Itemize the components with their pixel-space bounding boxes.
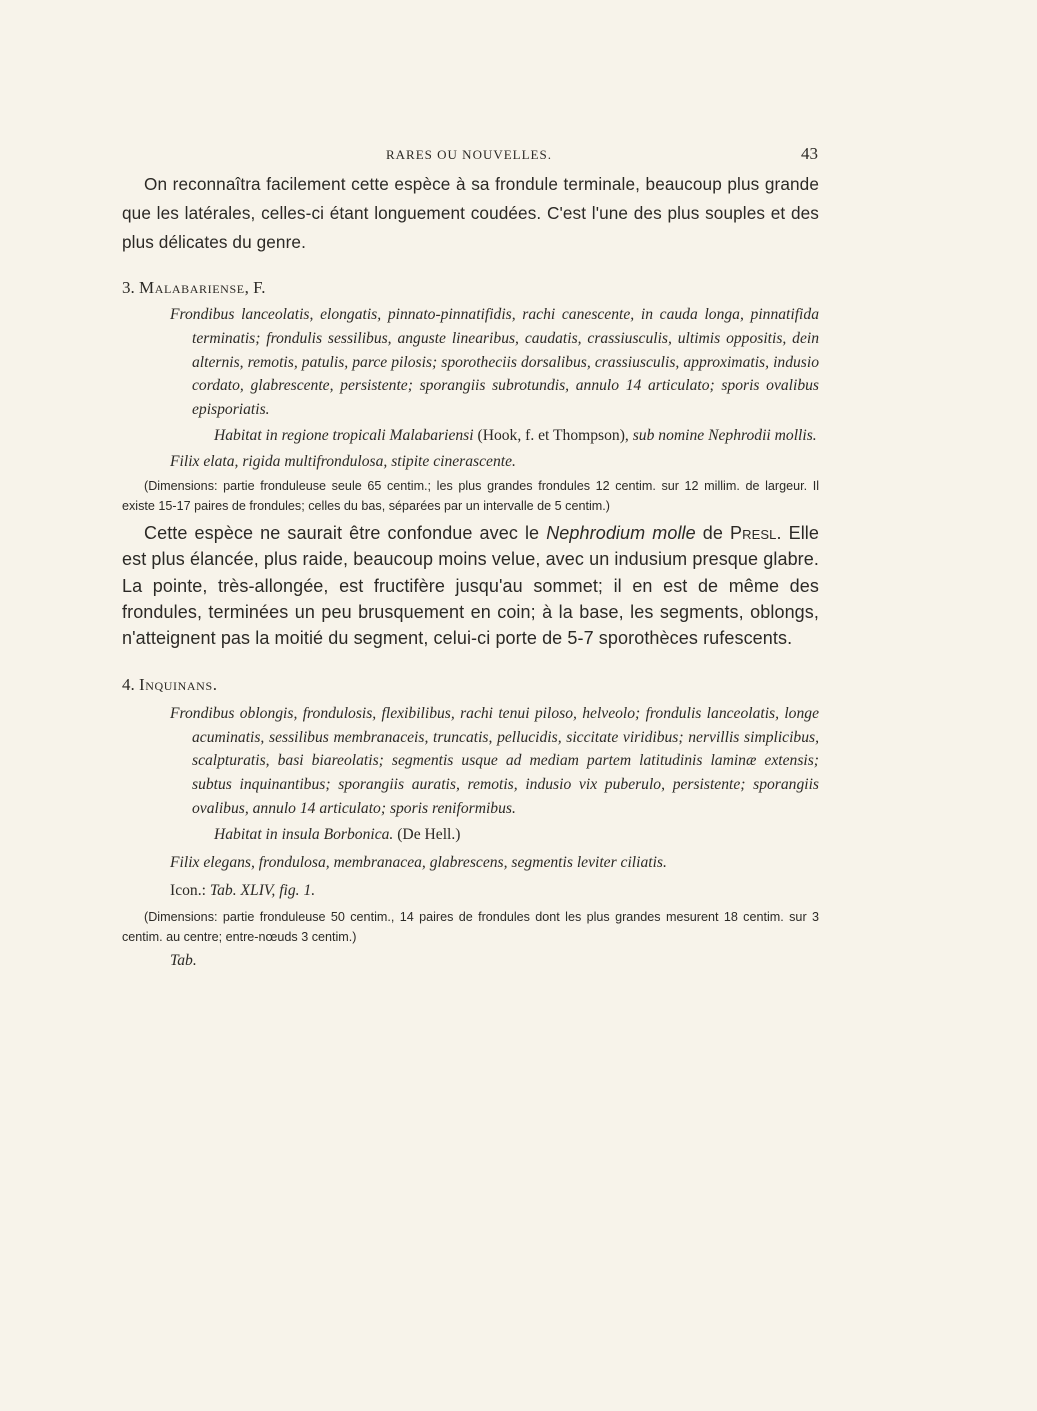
species-3-author: , F.: [244, 278, 266, 297]
species-3-latin-description: Frondibus lanceolatis, elongatis, pinnato-pinnatifidis, rachi canescente, in cauda longa, pinnatifida terminatis; frondulis sessilibus, anguste linearibus, caudatis, crassiusculis, ultimis oppositis, dein alternis, remotis, patulis, parce pilosis; sporotheciis dorsalibus, crassiusculis, approximatis, indusio cordato, glabrescente, persistente; sporangiis subrotundis, annulo 14 articulato; sporis ovalibus episporiatis.: [170, 306, 819, 419]
page-number: 43: [801, 144, 818, 163]
species-4-icon-label: Icon.:: [170, 881, 206, 899]
species-3-dimensions: (Dimensions: partie fronduleuse seule 65 centim.; les plus grandes frondules 12 centim. sur 12 millim. de largeur. Il existe 15-17 paires de frondules; celles du bas, séparées par un intervalle de 5 centim.): [122, 478, 819, 513]
species-4-habitat-label: Habitat in insula Borbonica.: [214, 825, 394, 843]
species-4-icon-reference: [122, 879, 819, 903]
species-3-comparison-text-2: de: [702, 522, 724, 543]
species-3-comparison-species: Nephrodium molle: [546, 522, 696, 543]
species-3-comparison-author: Presl: [730, 522, 777, 543]
species-3-habitat: [122, 424, 819, 448]
species-3-comparison-text-1: Cette espèce ne saurait être confondue avec le: [144, 522, 540, 543]
species-3-comparison-text-3: . Elle est plus élancée, plus raide, beaucoup moins velue, avec un indusium presque glabre. La pointe, très-allongée, est fructifère jusqu'au sommet; il en est de même des frondules, terminées un peu brusquement en coin; à la base, les segments, oblongs, n'atteignent pas la moitié du segment, celui-ci porte de 5-7 sporothèces rufescents.: [122, 522, 820, 649]
species-3-name: Malabariense: [139, 278, 245, 297]
page-header: [386, 144, 818, 166]
species-4-heading: [122, 674, 819, 696]
species-4-number: 4.: [122, 674, 135, 694]
species-4-author: .: [212, 674, 217, 694]
species-3-number: 3.: [122, 278, 135, 297]
species-3-habitat-source: (Hook, f. et Thompson),: [477, 426, 629, 444]
species-3-comparison: [122, 520, 819, 652]
species-4-habitat: [122, 823, 819, 847]
page-content: [122, 170, 819, 973]
running-title: RARES OU NOUVELLES.: [386, 147, 552, 162]
species-4-general-description: Filix elegans, frondulosa, membranacea, glabrescens, segmentis leviter ciliatis.: [170, 853, 667, 871]
species-4-name: Inquinans: [139, 674, 213, 694]
species-3-general-description: Filix elata, rigida multifrondulosa, stipite cinerascente.: [170, 452, 516, 470]
species-4-habitat-source: (De Hell.): [397, 825, 461, 843]
species-4-icon-ref: Tab. XLIV, fig. 1.: [209, 881, 316, 899]
species-4-dimensions: (Dimensions: partie fronduleuse 50 centim., 14 paires de frondules dont les plus grandes mesurent 18 centim. sur 3 centim. au centre; entre-nœuds 3 centim.): [122, 909, 819, 944]
species-3-habitat-synonym: sub nomine Nephrodii mollis.: [632, 426, 817, 444]
species-3-heading: [122, 277, 819, 299]
species-4-latin-description: Frondibus oblongis, frondulosis, flexibilibus, rachi tenui piloso, helveolo; frondulis lanceolatis, longe acuminatis, sessilibus membranaceis, truncatis, pellucidis, siccitate viridibus; nervillis simplicibus, scalpturatis, basi biareolatis; segmentis usque ad mediam partem latitudinis laminæ extensis; subtus inquinantibus; sporangiis auratis, remotis, indusio vix puberulo, persistente; sporangiis ovalibus, annulo 14 articulato; sporis reniformibus.: [170, 704, 819, 817]
species-4-trailing-tab: Tab.: [170, 951, 197, 969]
intro-paragraph: On reconnaîtra facilement cette espèce à sa frondule terminale, beaucoup plus grande que les latérales, celles-ci étant longuement coudées. C'est l'une des plus souples et des plus délicates du genre.: [122, 174, 819, 252]
species-3-habitat-label: Habitat in regione tropicali Malabariensi: [214, 426, 474, 444]
